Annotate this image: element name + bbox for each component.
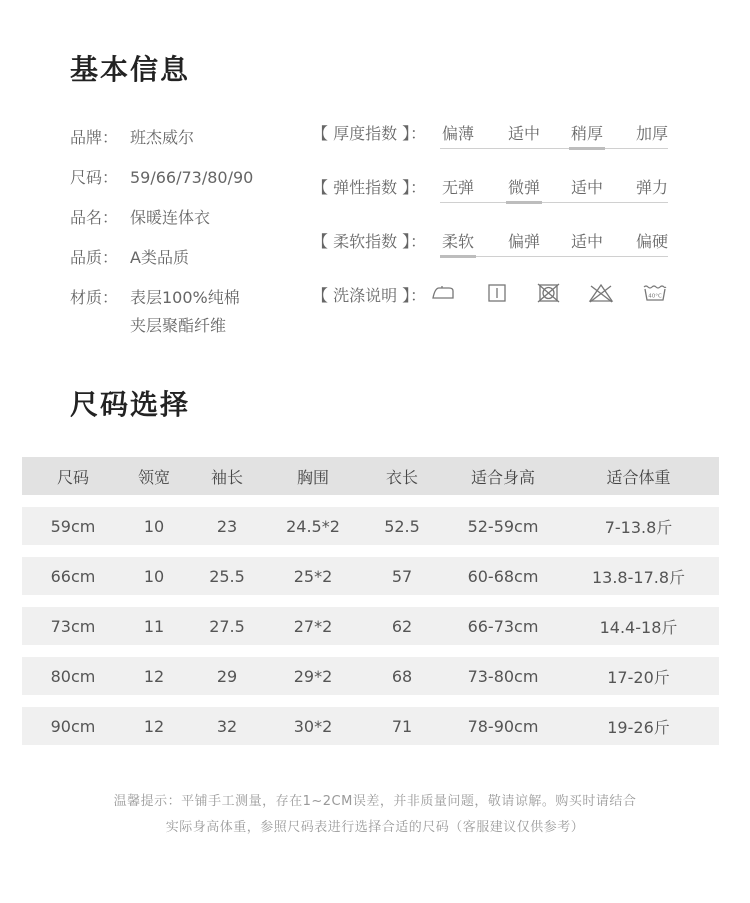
quality-label: 品质： — [70, 248, 119, 267]
elasticity-option: 无弹 — [442, 178, 475, 197]
table-cell: 25*2 — [270, 557, 356, 595]
no-bleach-icon — [588, 283, 614, 303]
softness-option: 柔软 — [442, 232, 475, 251]
table-row — [22, 507, 719, 545]
table-cell: 10 — [124, 507, 184, 545]
table-header: 领宽 — [124, 457, 184, 495]
table-cell: 90cm — [22, 707, 124, 745]
no-dryer-icon — [484, 283, 510, 303]
table-cell: 78-90cm — [448, 707, 558, 745]
table-cell: 17-20斤 — [558, 657, 719, 695]
table-cell: 71 — [356, 707, 448, 745]
table-cell: 68 — [356, 657, 448, 695]
table-cell: 7-13.8斤 — [558, 507, 719, 545]
elasticity-label: 【 弹性指数 】： — [312, 178, 427, 197]
info-brand — [70, 125, 194, 148]
thickness-option: 加厚 — [636, 124, 669, 143]
no-tumble-dry-icon — [536, 283, 562, 303]
info-material — [70, 285, 240, 335]
name-value: 保暖连体衣 — [130, 208, 211, 227]
brand-value: 班杰威尔 — [130, 128, 195, 147]
note-line-2: 实际身高体重，参照尺码表进行选择合适的尺码（客服建议仅供参考） — [165, 820, 585, 835]
elasticity-option: 微弹 — [508, 178, 541, 197]
table-cell: 59cm — [22, 507, 124, 545]
iron-icon — [430, 283, 456, 303]
elasticity-scale-line — [440, 202, 668, 203]
table-cell: 52.5 — [356, 507, 448, 545]
material-label: 材质： — [70, 288, 119, 307]
table-cell: 25.5 — [184, 557, 270, 595]
size-label: 尺码： — [70, 168, 119, 187]
table-cell: 73cm — [22, 607, 124, 645]
thickness-option: 稍厚 — [571, 124, 604, 143]
info-size — [70, 165, 253, 188]
table-header: 尺码 — [22, 457, 124, 495]
table-cell: 62 — [356, 607, 448, 645]
table-cell: 12 — [124, 657, 184, 695]
table-cell: 60-68cm — [448, 557, 558, 595]
wash-temp-label: 40°C — [648, 293, 662, 300]
table-cell: 27*2 — [270, 607, 356, 645]
size-table — [22, 445, 719, 757]
basic-info-title: 基本信息 — [70, 53, 191, 86]
table-row — [22, 657, 719, 695]
table-cell: 24.5*2 — [270, 507, 356, 545]
softness-option: 适中 — [571, 232, 604, 251]
table-cell: 13.8-17.8斤 — [558, 557, 719, 595]
table-cell: 80cm — [22, 657, 124, 695]
table-header: 衣长 — [356, 457, 448, 495]
note-line-1: 温馨提示：平铺手工测量，存在1~2CM误差，并非质量问题，敬请谅解。购买时请结合 — [113, 794, 637, 809]
table-cell: 32 — [184, 707, 270, 745]
thickness-option: 偏薄 — [442, 124, 475, 143]
table-cell: 52-59cm — [448, 507, 558, 545]
name-label: 品名： — [70, 208, 119, 227]
table-cell: 30*2 — [270, 707, 356, 745]
table-cell: 73-80cm — [448, 657, 558, 695]
table-header: 适合身高 — [448, 457, 558, 495]
material-value-inner: 夹层聚酯纤维 — [130, 316, 227, 335]
elasticity-option: 弹力 — [636, 178, 669, 197]
softness-label: 【 柔软指数 】： — [312, 232, 427, 251]
size-chart-title: 尺码选择 — [70, 388, 191, 421]
table-cell: 66-73cm — [448, 607, 558, 645]
info-quality — [70, 245, 189, 268]
material-value: 表层100%纯棉 — [130, 288, 240, 307]
table-header: 胸围 — [270, 457, 356, 495]
thickness-selected-marker — [569, 147, 605, 150]
table-cell: 12 — [124, 707, 184, 745]
softness-option: 偏硬 — [636, 232, 669, 251]
table-header: 袖长 — [184, 457, 270, 495]
table-cell: 14.4-18斤 — [558, 607, 719, 645]
info-name — [70, 205, 210, 228]
table-cell: 57 — [356, 557, 448, 595]
table-row — [22, 607, 719, 645]
thickness-scale-line — [440, 148, 668, 149]
table-cell: 10 — [124, 557, 184, 595]
quality-value: A类品质 — [130, 248, 189, 267]
elasticity-option: 适中 — [571, 178, 604, 197]
table-cell: 11 — [124, 607, 184, 645]
table-cell: 66cm — [22, 557, 124, 595]
table-cell: 23 — [184, 507, 270, 545]
table-header: 适合体重 — [558, 457, 719, 495]
table-cell: 29 — [184, 657, 270, 695]
washing-label: 【 洗涤说明 】： — [312, 286, 427, 305]
table-cell: 27.5 — [184, 607, 270, 645]
wash-40-icon — [642, 283, 668, 303]
thickness-option: 适中 — [508, 124, 541, 143]
softness-selected-marker — [440, 255, 476, 258]
softness-option: 偏弹 — [508, 232, 541, 251]
table-header-row — [22, 457, 719, 495]
size-value: 59/66/73/80/90 — [130, 168, 254, 187]
table-row — [22, 707, 719, 745]
table-cell: 29*2 — [270, 657, 356, 695]
thickness-label: 【 厚度指数 】： — [312, 124, 427, 143]
elasticity-selected-marker — [506, 201, 542, 204]
table-cell: 19-26斤 — [558, 707, 719, 745]
table-row — [22, 557, 719, 595]
brand-label: 品牌： — [70, 128, 119, 147]
